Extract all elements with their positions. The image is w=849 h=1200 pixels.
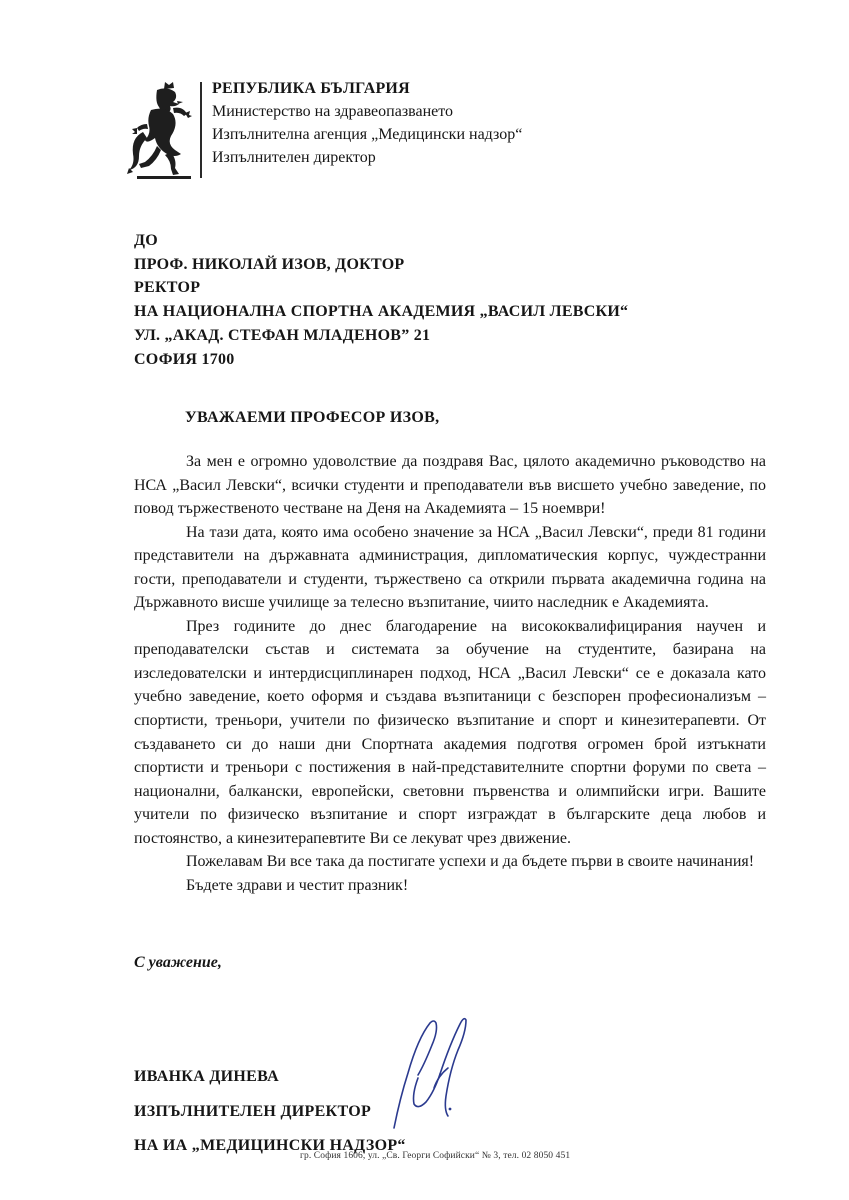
body-paragraph: Пожелавам Ви все така да постигате успехи и да бъдете първи в своите начинания! xyxy=(186,853,755,871)
addressee-line: УЛ. „АКАД. СТЕФАН МЛАДЕНОВ” 21 xyxy=(134,326,431,344)
signer-name: ИВАНКА ДИНЕВА xyxy=(134,1068,279,1085)
addressee-block xyxy=(134,229,628,371)
letterhead xyxy=(212,77,522,169)
signer-organization: НА ИА „МЕДИЦИНСКИ НАДЗОР“ xyxy=(134,1137,406,1154)
addressee-line: ДО xyxy=(134,232,158,249)
signer-position: ИЗПЪЛНИТЕЛЕН ДИРЕКТОР xyxy=(134,1102,372,1120)
header-divider xyxy=(200,82,202,178)
body-paragraph: За мен е огромно удоволствие да поздравя Вас, цялото академично ръководство на НСА „Васил Левски“, всички студенти и преподаватели във висшето учебно заведение, по повод тържественото честване на Деня на Академията – 15 ноември! xyxy=(134,453,766,518)
letterhead-position: Изпълнителен директор xyxy=(212,149,376,166)
letterhead-agency: Изпълнителна агенция „Медицински надзор“ xyxy=(212,126,523,143)
salutation: УВАЖАЕМИ ПРОФЕСОР ИЗОВ, xyxy=(185,409,440,426)
letter-body xyxy=(134,450,766,897)
letterhead-ministry: Министерство на здравеопазването xyxy=(212,103,454,120)
body-paragraph: На тази дата, която има особено значение за НСА „Васил Левски“, преди 81 години представители на държавната администрация, дипломатическия корпус, чуждестранни гости, преподаватели и студенти, тържествено са открили първата академична година на Държавното висше училище за телесно възпитание, чиито наследник е Академията. xyxy=(134,523,766,612)
closing-phrase: С уважение, xyxy=(134,954,222,971)
signer-block xyxy=(134,1060,406,1164)
letterhead-title: РЕПУБЛИКА БЪЛГАРИЯ xyxy=(212,80,410,97)
addressee-line: РЕКТОР xyxy=(134,279,201,297)
addressee-line: ПРОФ. НИКОЛАЙ ИЗОВ, ДОКТОР xyxy=(134,255,405,273)
footer-address: гр. София 1606, ул. „Св. Георги Софийски“ № 3, тел. 02 8050 451 xyxy=(300,1151,571,1161)
body-paragraph: През годините до днес благодарение на висококвалифицирания научен и преподавателски състав и системата за обучение на студентите, базирана на изследователски и интердисциплинарен подход, НСА „Васил Левски“ се е доказала като учебно заведение, което оформя и създава възпитаници с безспорен професионализъм – спортисти, треньори, учители по физическо възпитание и спорт и кинезитерапевти. От създаването си до наши дни Спортната академия подготвя огромен брой изтъкнати спортисти и треньори с постижения в най-представителните спортни форуми по света – национални, балкански, европейски, световни първенства и олимпийски игри. Вашите учители по физическо възпитание и спорт изграждат в българските деца любов и постоянство, а кинезитерапевтите Ви се лекуват чрез движение. xyxy=(134,617,766,847)
coat-of-arms-icon xyxy=(127,80,199,184)
addressee-line: НА НАЦИОНАЛНА СПОРТНА АКАДЕМИЯ „ВАСИЛ ЛЕВСКИ“ xyxy=(134,303,629,321)
body-paragraph: Бъдете здрави и честит празник! xyxy=(186,876,409,894)
addressee-line: СОФИЯ 1700 xyxy=(134,350,235,368)
